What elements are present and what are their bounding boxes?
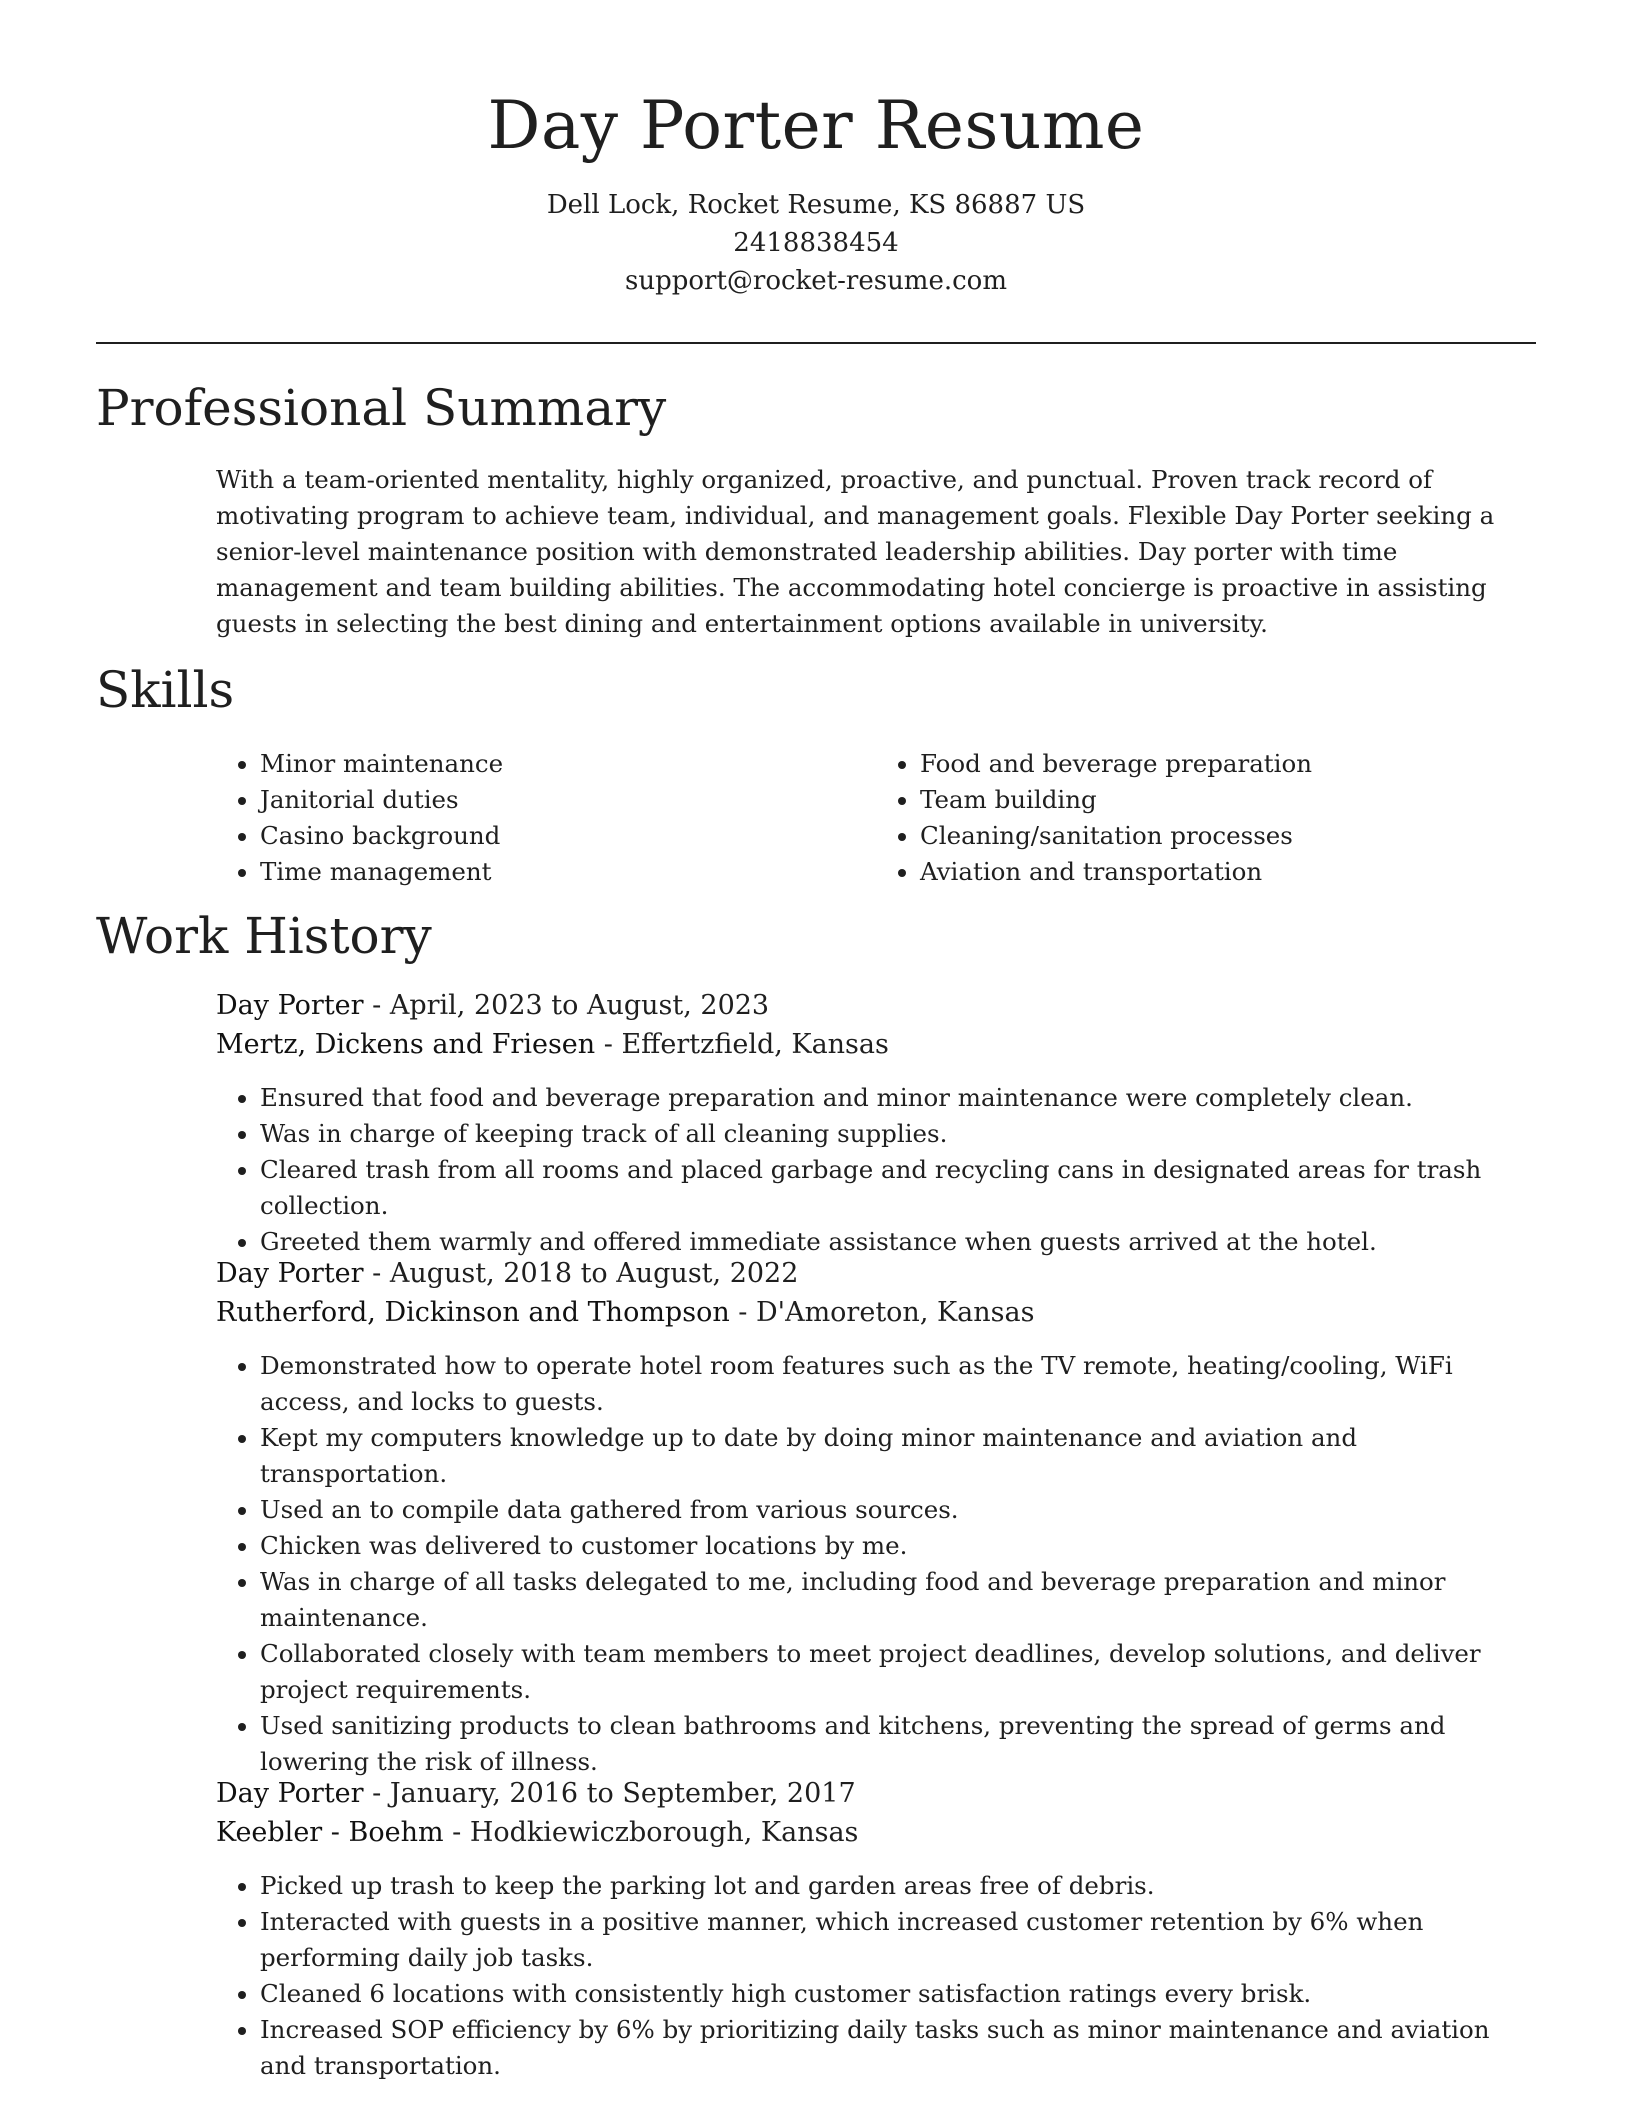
job-duties: [216, 1348, 1536, 1780]
job-company-line: [216, 1813, 1536, 1852]
job-duty: • Collaborated closely with team members to meet project deadlines, develop solutions, and deliver project requirements.: [260, 1636, 1536, 1708]
skill-item: • Casino background: [260, 818, 876, 854]
skill-item: • Team building: [920, 782, 1536, 818]
resume-header: [0, 80, 1632, 300]
job-location: - D'Amoreton, Kansas: [729, 1297, 1035, 1328]
job-title-line: [216, 986, 1536, 1025]
job-title: Day Porter: [216, 990, 364, 1021]
job-company-line: [216, 1025, 1536, 1064]
job-location: - Effertzfield, Kansas: [595, 1029, 889, 1060]
header-divider: [96, 342, 1536, 344]
job-duties: [216, 1080, 1536, 1260]
job-duty: • Kept my computers knowledge up to date by doing minor maintenance and aviation and transportation.: [260, 1420, 1536, 1492]
job-duties: [216, 1868, 1536, 2084]
job-duty: • Cleared trash from all rooms and placed garbage and recycling cans in designated areas for trash collection.: [260, 1152, 1536, 1224]
job-title-line: [216, 1254, 1536, 1293]
skill-item: • Food and beverage preparation: [920, 746, 1536, 782]
job-entry: [216, 1254, 1536, 1780]
job-entry: [216, 986, 1536, 1260]
job-duty: • Increased SOP efficiency by 6% by prioritizing daily tasks such as minor maintenance and aviation and transportation.: [260, 2012, 1536, 2084]
job-duty: • Demonstrated how to operate hotel room features such as the TV remote, heating/cooling, WiFi access, and locks to guests.: [260, 1348, 1536, 1420]
job-duty: • Chicken was delivered to customer locations by me.: [260, 1528, 1536, 1564]
job-duty: • Cleaned 6 locations with consistently high customer satisfaction ratings every brisk.: [260, 1976, 1536, 2012]
job-title: Day Porter: [216, 1258, 364, 1289]
job-title: Day Porter: [216, 1778, 364, 1809]
job-duty: • Was in charge of keeping track of all cleaning supplies.: [260, 1116, 1536, 1152]
job-duty: • Used sanitizing products to clean bathrooms and kitchens, preventing the spread of germs and lowering the risk of illness.: [260, 1708, 1536, 1780]
job-dates: - April, 2023 to August, 2023: [363, 990, 770, 1021]
work-history-heading: Work History: [96, 907, 432, 965]
job-company: Keebler - Boehm: [216, 1817, 444, 1848]
skill-item: • Time management: [260, 854, 876, 890]
skills-heading: Skills: [96, 661, 235, 719]
job-dates: - January, 2016 to September, 2017: [363, 1778, 856, 1809]
job-company: Mertz, Dickens and Friesen: [216, 1029, 596, 1060]
resume-title: Day Porter Resume: [487, 87, 1145, 164]
summary-heading: Professional Summary: [96, 379, 667, 437]
job-company-line: [216, 1293, 1536, 1332]
job-duty: • Greeted them warmly and offered immediate assistance when guests arrived at the hotel.: [260, 1224, 1536, 1260]
job-location: - Hodkiewiczborough, Kansas: [443, 1817, 859, 1848]
job-title-line: [216, 1774, 1536, 1813]
contact-email: support@rocket-resume.com: [624, 266, 1007, 296]
skills-column-right: [876, 746, 1536, 890]
job-duty: • Used an to compile data gathered from various sources.: [260, 1492, 1536, 1528]
contact-phone: 2418838454: [733, 228, 899, 258]
job-dates: - August, 2018 to August, 2022: [363, 1258, 799, 1289]
job-entry: [216, 1774, 1536, 2084]
skills-column-left: [216, 746, 876, 890]
skill-item: • Cleaning/sanitation processes: [920, 818, 1536, 854]
job-duty: • Was in charge of all tasks delegated to me, including food and beverage preparation and minor maintenance.: [260, 1564, 1536, 1636]
job-company: Rutherford, Dickinson and Thompson: [216, 1297, 730, 1328]
job-duty: • Ensured that food and beverage preparation and minor maintenance were completely clean.: [260, 1080, 1536, 1116]
skills-list: [216, 746, 1536, 890]
job-duty: • Picked up trash to keep the parking lot and garden areas free of debris.: [260, 1868, 1536, 1904]
skill-item: • Janitorial duties: [260, 782, 876, 818]
summary-text: With a team-oriented mentality, highly organized, proactive, and punctual. Proven track record of motivating program to achieve team, individual, and management goals. Flexible Day Porter seeking a senior-level maintenance position with demonstrated leadership abilities. Day porter with time management and team building abilities. The accommodating hotel concierge is proactive in assisting guests in selecting the best dining and entertainment options available in university.: [216, 465, 1495, 638]
skill-item: • Aviation and transportation: [920, 854, 1536, 890]
skill-item: • Minor maintenance: [260, 746, 876, 782]
job-duty: • Interacted with guests in a positive manner, which increased customer retention by 6% when performing daily job tasks.: [260, 1904, 1536, 1976]
contact-block: [0, 186, 1632, 300]
contact-address: Dell Lock, Rocket Resume, KS 86887 US: [546, 190, 1086, 220]
